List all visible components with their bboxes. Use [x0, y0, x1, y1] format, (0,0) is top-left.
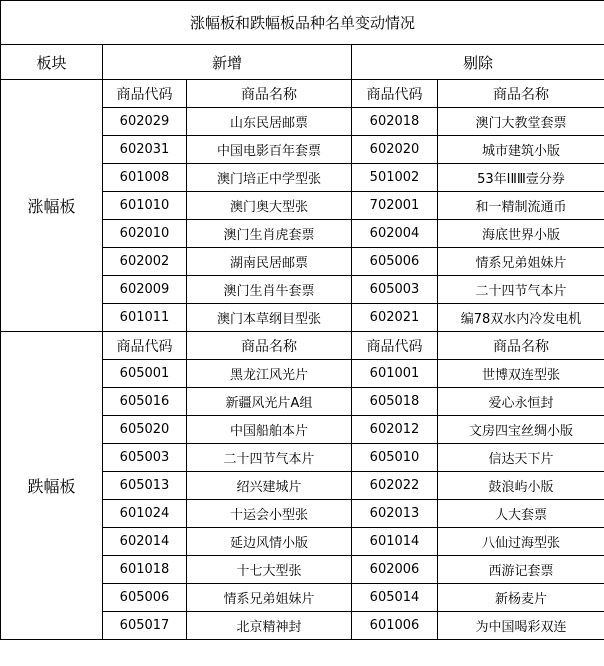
board-name-cell: 涨幅板 [1, 80, 103, 332]
removed-name-cell: 编78双水内冷发电机 [438, 304, 604, 332]
removed-code-cell: 501002 [352, 164, 438, 192]
removed-name-header: 商品名称 [438, 332, 604, 360]
removed-name-cell: 和一精制流通币 [438, 192, 604, 220]
added-name-header: 商品名称 [187, 332, 352, 360]
added-name-cell: 二十四节气本片 [187, 444, 352, 472]
added-name-header: 商品名称 [187, 80, 352, 108]
removed-code-cell: 602018 [352, 108, 438, 136]
added-code-header: 商品代码 [103, 332, 187, 360]
removed-code-cell: 601001 [352, 360, 438, 388]
section-subheader-row [1, 332, 604, 360]
added-code-cell: 605017 [103, 612, 187, 640]
added-code-cell: 602014 [103, 528, 187, 556]
removed-name-cell: 海底世界小版 [438, 220, 604, 248]
added-code-header: 商品代码 [103, 80, 187, 108]
added-code-cell: 601018 [103, 556, 187, 584]
added-code-cell: 605006 [103, 584, 187, 612]
added-code-cell: 602031 [103, 136, 187, 164]
board-header: 板块 [1, 45, 103, 80]
added-code-cell: 601010 [103, 192, 187, 220]
removed-name-cell: 53年ⅠⅡⅢ壹分券 [438, 164, 604, 192]
added-name-cell: 新疆风光片A组 [187, 388, 352, 416]
removed-code-cell: 601006 [352, 612, 438, 640]
removed-header: 剔除 [352, 45, 604, 80]
title-row [1, 1, 604, 45]
board-name-cell: 跌幅板 [1, 332, 103, 640]
added-name-cell: 延边风情小版 [187, 528, 352, 556]
added-name-cell: 澳门奥大型张 [187, 192, 352, 220]
added-code-cell: 605013 [103, 472, 187, 500]
removed-name-cell: 信达天下片 [438, 444, 604, 472]
table-title: 涨幅板和跌幅板品种名单变动情况 [1, 1, 604, 45]
removed-code-cell: 702001 [352, 192, 438, 220]
added-name-cell: 澳门生肖牛套票 [187, 276, 352, 304]
removed-code-cell: 602013 [352, 500, 438, 528]
added-code-cell: 605016 [103, 388, 187, 416]
added-code-cell: 601011 [103, 304, 187, 332]
section-subheader-row [1, 80, 604, 108]
removed-code-cell: 602020 [352, 136, 438, 164]
added-code-cell: 602002 [103, 248, 187, 276]
added-name-cell: 北京精神封 [187, 612, 352, 640]
added-header: 新增 [103, 45, 352, 80]
added-code-cell: 601008 [103, 164, 187, 192]
removed-code-cell: 605010 [352, 444, 438, 472]
removed-code-cell: 605003 [352, 276, 438, 304]
removed-code-cell: 605018 [352, 388, 438, 416]
added-name-cell: 绍兴建城片 [187, 472, 352, 500]
removed-code-cell: 602022 [352, 472, 438, 500]
added-code-cell: 602010 [103, 220, 187, 248]
added-code-cell: 601024 [103, 500, 187, 528]
removed-name-cell: 西游记套票 [438, 556, 604, 584]
removed-name-cell: 城市建筑小版 [438, 136, 604, 164]
added-name-cell: 情系兄弟姐妹片 [187, 584, 352, 612]
added-name-cell: 中国船舶本片 [187, 416, 352, 444]
removed-name-cell: 澳门大教堂套票 [438, 108, 604, 136]
added-name-cell: 黑龙江风光片 [187, 360, 352, 388]
removed-name-header: 商品名称 [438, 80, 604, 108]
removed-code-header: 商品代码 [352, 332, 438, 360]
added-code-cell: 605003 [103, 444, 187, 472]
removed-name-cell: 二十四节气本片 [438, 276, 604, 304]
added-name-cell: 十运会小型张 [187, 500, 352, 528]
table-body [1, 1, 604, 640]
removed-name-cell: 人大套票 [438, 500, 604, 528]
removed-name-cell: 爱心永恒封 [438, 388, 604, 416]
added-name-cell: 澳门生肖虎套票 [187, 220, 352, 248]
added-name-cell: 澳门培正中学型张 [187, 164, 352, 192]
removed-name-cell: 鼓浪屿小版 [438, 472, 604, 500]
removed-code-cell: 605014 [352, 584, 438, 612]
removed-name-cell: 八仙过海型张 [438, 528, 604, 556]
removed-code-cell: 602012 [352, 416, 438, 444]
added-name-cell: 山东民居邮票 [187, 108, 352, 136]
removed-code-cell: 602021 [352, 304, 438, 332]
removed-code-cell: 602006 [352, 556, 438, 584]
removed-code-header: 商品代码 [352, 80, 438, 108]
added-code-cell: 605020 [103, 416, 187, 444]
added-name-cell: 中国电影百年套票 [187, 136, 352, 164]
added-name-cell: 十七大型张 [187, 556, 352, 584]
added-code-cell: 602009 [103, 276, 187, 304]
added-code-cell: 605001 [103, 360, 187, 388]
removed-name-cell: 文房四宝丝绸小版 [438, 416, 604, 444]
header-row [1, 45, 604, 80]
removed-name-cell: 世博双连型张 [438, 360, 604, 388]
removed-name-cell: 情系兄弟姐妹片 [438, 248, 604, 276]
added-code-cell: 602029 [103, 108, 187, 136]
removed-name-cell: 为中国喝彩双连 [438, 612, 604, 640]
added-name-cell: 湖南民居邮票 [187, 248, 352, 276]
removed-code-cell: 602004 [352, 220, 438, 248]
removed-name-cell: 新杨麦片 [438, 584, 604, 612]
added-name-cell: 澳门本草纲目型张 [187, 304, 352, 332]
removed-code-cell: 601014 [352, 528, 438, 556]
removed-code-cell: 605006 [352, 248, 438, 276]
